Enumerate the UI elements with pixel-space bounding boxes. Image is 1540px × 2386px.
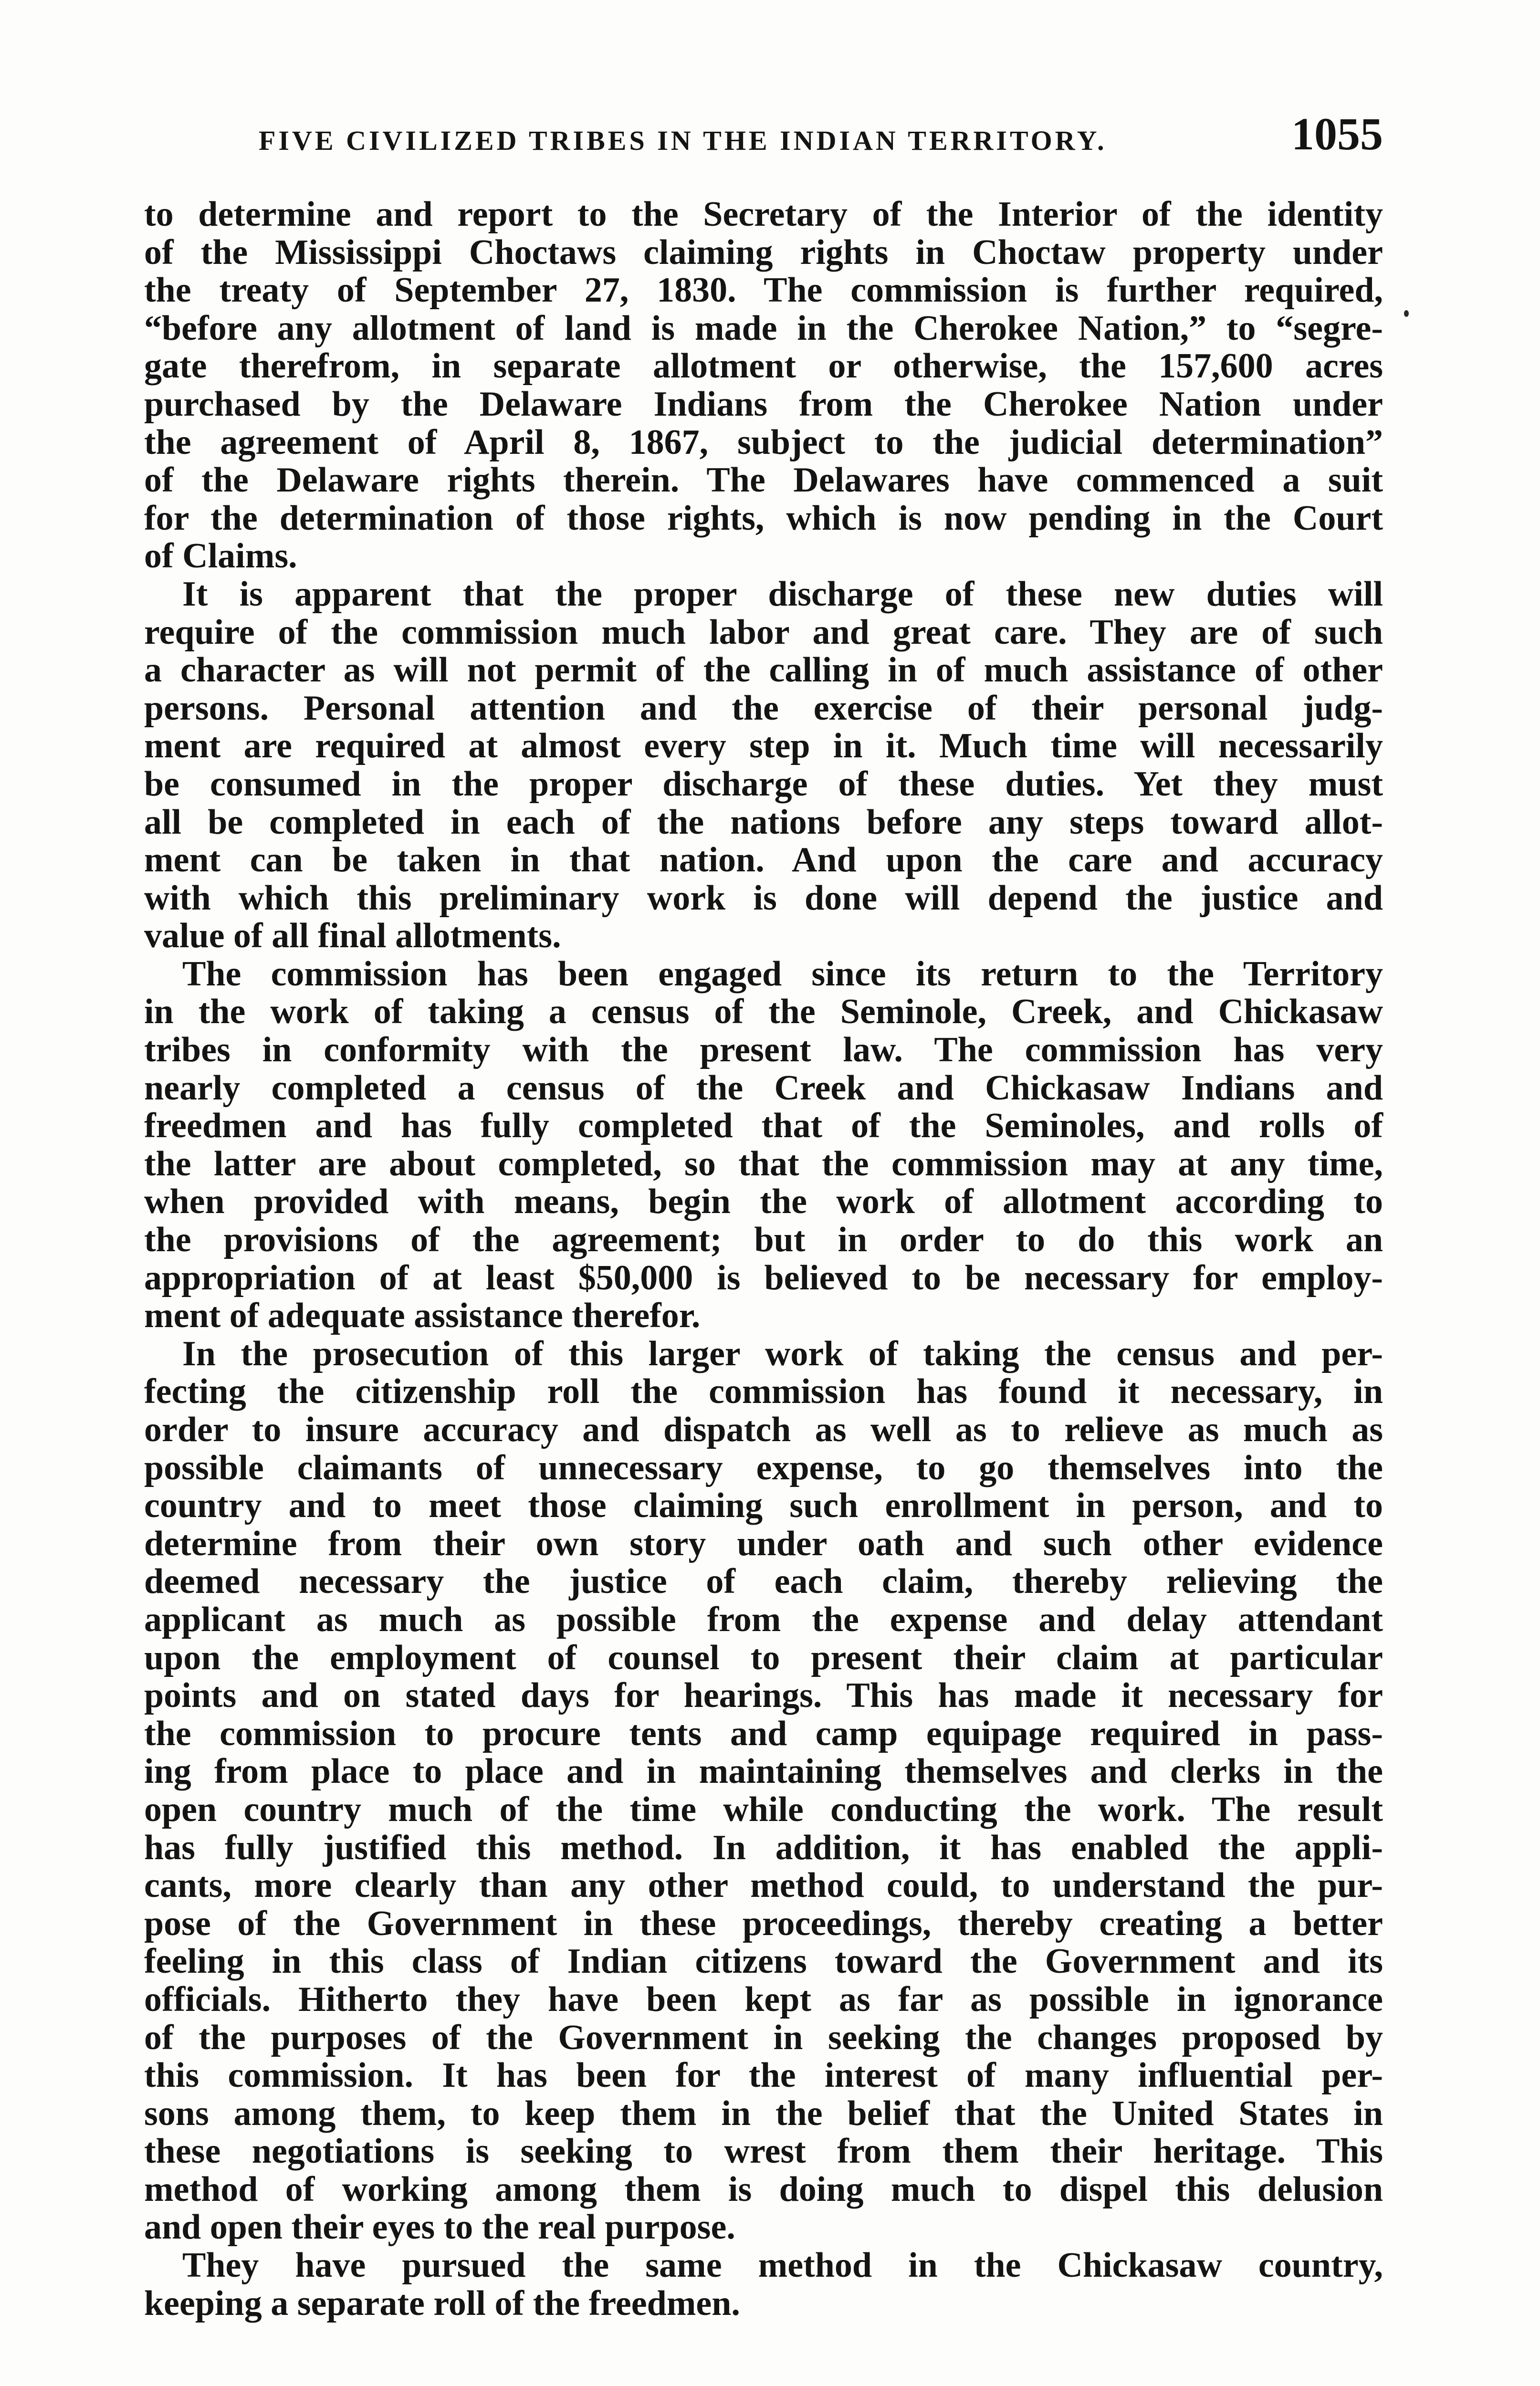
text-line: has fully justified this method. In addition, it has enabled the appli- bbox=[144, 1828, 1383, 1867]
text-line: persons. Personal attention and the exercise of their personal judg- bbox=[144, 688, 1383, 728]
text-line: ment of adequate assistance therefor. bbox=[144, 1296, 701, 1336]
text-line: these negotiations is seeking to wrest from them their heritage. This bbox=[144, 2132, 1383, 2171]
text-line: the latter are about completed, so that the commission may at any time, bbox=[144, 1144, 1383, 1183]
text-line: this commission. It has been for the interest of many influential per- bbox=[144, 2056, 1383, 2095]
text-line: be consumed in the proper discharge of these duties. Yet they must bbox=[144, 764, 1383, 804]
text-line: of the Mississippi Choctaws claiming rights in Choctaw property under bbox=[144, 232, 1383, 272]
text-line: nearly completed a census of the Creek and Chickasaw Indians and bbox=[144, 1068, 1383, 1108]
text-line: ment can be taken in that nation. And upon the care and accuracy bbox=[144, 840, 1383, 880]
paragraph bbox=[144, 576, 1383, 955]
text-line: country and to meet those claiming such enrollment in person, and to bbox=[144, 1486, 1383, 1526]
text-line: in the work of taking a census of the Seminole, Creek, and Chickasaw bbox=[144, 992, 1383, 1032]
text-line: to determine and report to the Secretary of the Interior of the identity bbox=[144, 195, 1383, 234]
text-line: with which this preliminary work is done will depend the justice and bbox=[144, 878, 1383, 918]
text-line: a character as will not permit of the calling in of much assistance of other bbox=[144, 650, 1383, 690]
text-line: cants, more clearly than any other method could, to understand the pur- bbox=[144, 1866, 1383, 1905]
text-line: all be completed in each of the nations before any steps toward allot- bbox=[144, 802, 1383, 842]
scan-speck bbox=[1404, 310, 1409, 317]
text-line: pose of the Government in these proceedings, thereby creating a better bbox=[144, 1904, 1383, 1943]
text-line: gate therefrom, in separate allotment or otherwise, the 157,600 acres bbox=[144, 346, 1383, 386]
paragraph bbox=[144, 2247, 1383, 2323]
text-line: when provided with means, begin the work of allotment according to bbox=[144, 1182, 1383, 1222]
text-line: It is apparent that the proper discharge of these new duties will bbox=[182, 574, 1383, 614]
text-line: ing from place to place and in maintaining themselves and clerks in the bbox=[144, 1752, 1383, 1791]
text-line: open country much of the time while conducting the work. The result bbox=[144, 1790, 1383, 1829]
text-line: purchased by the Delaware Indians from the Cherokee Nation under bbox=[144, 384, 1383, 424]
text-line: keeping a separate roll of the freedmen. bbox=[144, 2283, 740, 2323]
text-line: points and on stated days for hearings. This has made it necessary for bbox=[144, 1676, 1383, 1716]
text-line: appropriation of at least $50,000 is believed to be necessary for employ- bbox=[144, 1258, 1383, 1298]
text-line: In the prosecution of this larger work of taking the census and per- bbox=[182, 1334, 1383, 1373]
text-line: sons among them, to keep them in the belief that the United States in bbox=[144, 2093, 1383, 2133]
text-line: deemed necessary the justice of each claim, thereby relieving the bbox=[144, 1562, 1383, 1601]
running-title: FIVE CIVILIZED TRIBES IN THE INDIAN TERRITORY. bbox=[259, 125, 1107, 156]
text-line: The commission has been engaged since its return to the Territory bbox=[182, 954, 1383, 994]
text-line: require of the commission much labor and great care. They are of such bbox=[144, 612, 1383, 652]
text-line: determine from their own story under oath and such other evidence bbox=[144, 1524, 1383, 1563]
text-line: of the Delaware rights therein. The Delawares have commenced a suit bbox=[144, 460, 1383, 500]
body-text bbox=[144, 196, 1383, 2323]
text-line: order to insure accuracy and dispatch as well as to relieve as much as bbox=[144, 1410, 1383, 1449]
text-line: applicant as much as possible from the expense and delay attendant bbox=[144, 1600, 1383, 1639]
text-line: tribes in conformity with the present law. The commission has very bbox=[144, 1030, 1383, 1070]
page-number: 1055 bbox=[1291, 108, 1383, 159]
text-line: They have pursued the same method in the Chickasaw country, bbox=[182, 2246, 1383, 2285]
text-line: of the purposes of the Government in seeking the changes proposed by bbox=[144, 2018, 1383, 2057]
text-line: value of all final allotments. bbox=[144, 916, 561, 956]
text-line: the treaty of September 27, 1830. The commission is further required, bbox=[144, 271, 1383, 310]
text-line: of Claims. bbox=[144, 536, 297, 576]
paragraph bbox=[144, 196, 1383, 576]
text-line: ment are required at almost every step in it. Much time will necessarily bbox=[144, 726, 1383, 766]
text-line: officials. Hitherto they have been kept as far as possible in ignorance bbox=[144, 1979, 1383, 2019]
text-line: the commission to procure tents and camp equipage required in pass- bbox=[144, 1714, 1383, 1753]
paragraph bbox=[144, 1335, 1383, 2247]
paragraph bbox=[144, 955, 1383, 1335]
running-head bbox=[144, 107, 1383, 160]
text-line: “before any allotment of land is made in the Cherokee Nation,” to “segre- bbox=[144, 308, 1383, 348]
text-line: upon the employment of counsel to present their claim at particular bbox=[144, 1638, 1383, 1677]
text-line: the provisions of the agreement; but in order to do this work an bbox=[144, 1220, 1383, 1260]
text-line: for the determination of those rights, which is now pending in the Court bbox=[144, 498, 1383, 538]
text-line: freedmen and has fully completed that of the Seminoles, and rolls of bbox=[144, 1106, 1383, 1146]
text-line: the agreement of April 8, 1867, subject to the judicial determination” bbox=[144, 422, 1383, 462]
text-line: method of working among them is doing much to dispel this delusion bbox=[144, 2169, 1383, 2209]
text-line: feeling in this class of Indian citizens toward the Government and its bbox=[144, 1942, 1383, 1981]
text-line: possible claimants of unnecessary expense, to go themselves into the bbox=[144, 1448, 1383, 1487]
text-line: and open their eyes to the real purpose. bbox=[144, 2208, 735, 2247]
text-line: fecting the citizenship roll the commission has found it necessary, in bbox=[144, 1372, 1383, 1412]
